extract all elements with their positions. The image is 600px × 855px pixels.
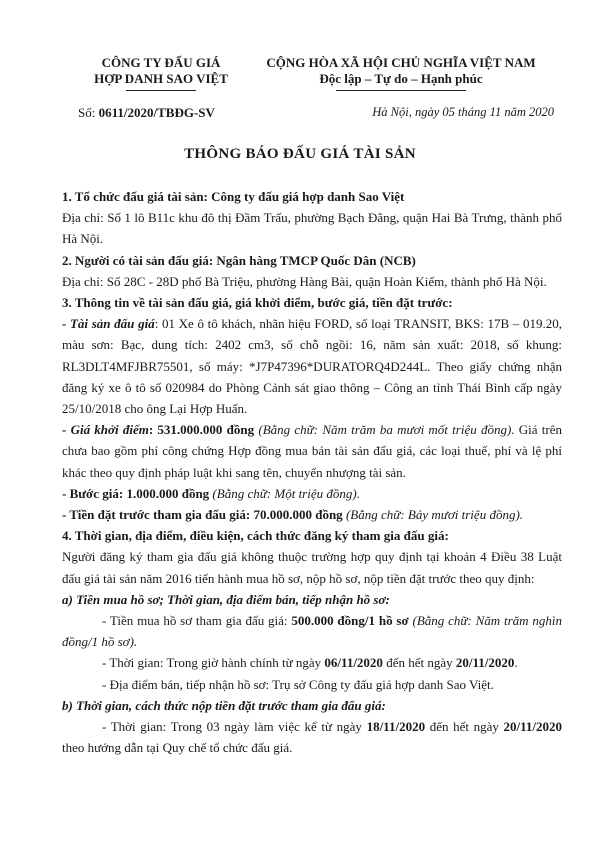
deposit-time-from: 18/11/2020	[366, 719, 426, 735]
start-price-words: (Bằng chữ: Năm trăm ba mươi mốt triệu đồng).	[254, 422, 515, 438]
org-name-line1: CÔNG TY ĐẤU GIÁ	[101, 55, 221, 70]
document-number	[78, 105, 215, 121]
document-title: THÔNG BÁO ĐẤU GIÁ TÀI SẢN	[184, 146, 416, 162]
section4-heading: 4. Thời gian, địa điểm, điều kiện, cách thức đăng ký tham gia đấu giá:	[62, 528, 449, 544]
docno-value: 0611/2020/TBĐG-SV	[98, 105, 215, 120]
step-price-label: - Bước giá: 1.000.000 đồng	[62, 485, 210, 501]
start-price-note: Giá trên chưa bao gồm phí công chứng Hợp đồng mua bán tài sản đấu giá, các loại thuế, phí và lệ phí khác theo quy định pháp luật khi sang tên, chuyển nhượng tài sản.	[62, 422, 563, 480]
motto-underline	[336, 90, 466, 91]
deposit-label: - Tiền đặt trước tham gia đấu giá: 70.000.000 đồng	[62, 507, 343, 523]
step-price-words: (Bằng chữ: Một triệu đồng).	[209, 485, 360, 501]
section2-address: Địa chỉ: Số 28C - 28D phố Bà Triệu, phường Hàng Bài, quận Hoàn Kiếm, thành phố Hà Nội.	[62, 273, 547, 289]
subsection-b-heading: b) Thời gian, cách thức nộp tiền đặt trước tham gia đấu giá:	[62, 697, 386, 713]
deposit-time-mid: đến hết ngày	[425, 719, 504, 735]
sale-time-mid: đến hết ngày	[382, 655, 456, 671]
subsection-a-heading: a) Tiền mua hồ sơ; Thời gian, địa điểm bán, tiếp nhận hồ sơ:	[62, 591, 390, 607]
document-date: Hà Nội, ngày 05 tháng 11 năm 2020	[372, 105, 554, 119]
deposit-time-end: theo hướng dẫn tại Quy chế tổ chức đấu giá.	[62, 740, 293, 756]
section1-address: Địa chỉ: Số 1 lô B11c khu đô thị Đầm Trấu, phường Bạch Đằng, quận Hai Bà Trưng, thành phố Hà Nội.	[62, 210, 562, 247]
sale-time-pre: - Thời gian: Trong giờ hành chính từ ngày	[102, 655, 325, 671]
section4-intro: Người đăng ký tham gia đấu giá không thuộc trường hợp quy định tại khoản 4 Điều 38 Luật đấu giá tài sản năm 2016 tiến hành mua hồ sơ, nộp hồ sơ, nộp tiền đặt trước theo quy định:	[62, 549, 562, 586]
nation-header	[248, 55, 554, 91]
start-price-label: - Giá khởi điểm	[62, 422, 149, 438]
nation-title: CỘNG HÒA XÃ HỘI CHỦ NGHĨA VIỆT NAM	[266, 55, 536, 70]
asset-text: : 01 Xe ô tô khách, nhãn hiệu FORD, số loại TRANSIT, BKS: 17B – 019.20, màu sơn: Bạc, dung tích: 2402 cm3, số chỗ ngồi: 16, năm sản xuất: 2018, số khung: RL3DLT4MFJBR75501, số máy: *J7P47396*DURATORQ4D244L. Theo giấy chứng nhận đăng ký xe ô tô số 020984 do Phòng Cảnh sát giao thông – Công an tỉnh Thái Bình cấp ngày 25/10/2018 cho ông Lại Hợp Huấn.	[62, 316, 562, 417]
sale-time-to: 20/11/2020	[455, 655, 515, 671]
docno-label: Số:	[78, 105, 96, 120]
start-price-value: : 531.000.000 đồng	[148, 422, 255, 438]
fee-value: 500.000 đồng/1 hồ sơ	[291, 613, 409, 629]
section1-heading: 1. Tổ chức đấu giá tài sản: Công ty đấu giá hợp danh Sao Việt	[62, 189, 405, 204]
section3-heading: 3. Thông tin về tài sản đấu giá, giá khởi điểm, bước giá, tiền đặt trước:	[62, 295, 453, 311]
document-body	[62, 186, 562, 758]
deposit-words: (Bằng chữ: Bảy mươi triệu đồng).	[342, 507, 524, 523]
asset-paragraph	[62, 313, 562, 419]
fee-words: (Bằng chữ: Năm trăm nghìn đồng/1 hồ sơ).	[62, 613, 562, 650]
sale-place-paragraph: - Địa điểm bán, tiếp nhận hồ sơ: Trụ sở Công ty đấu giá hợp danh Sao Việt.	[102, 676, 494, 692]
deposit-paragraph	[62, 504, 562, 525]
deposit-time-paragraph	[62, 716, 562, 758]
nation-motto: Độc lập – Tự do – Hạnh phúc	[319, 71, 483, 86]
org-name-line2: HỢP DANH SAO VIỆT	[94, 71, 228, 86]
step-price-paragraph	[62, 483, 562, 504]
deposit-time-to: 20/11/2020	[503, 719, 563, 735]
sale-time-from: 06/11/2020	[324, 655, 383, 671]
start-price-paragraph	[62, 419, 562, 483]
fee-paragraph	[62, 610, 562, 652]
asset-label: - Tài sản đấu giá	[62, 316, 155, 332]
org-header	[76, 55, 246, 91]
section2-heading: 2. Người có tài sản đấu giá: Ngân hàng TMCP Quốc Dân (NCB)	[62, 252, 416, 268]
deposit-time-pre: - Thời gian: Trong 03 ngày làm việc kể từ ngày	[102, 719, 367, 735]
sale-time-end: .	[514, 655, 518, 671]
sale-time-paragraph	[62, 652, 562, 673]
org-underline	[126, 90, 196, 91]
fee-pre: - Tiền mua hồ sơ tham gia đấu giá:	[102, 613, 292, 629]
